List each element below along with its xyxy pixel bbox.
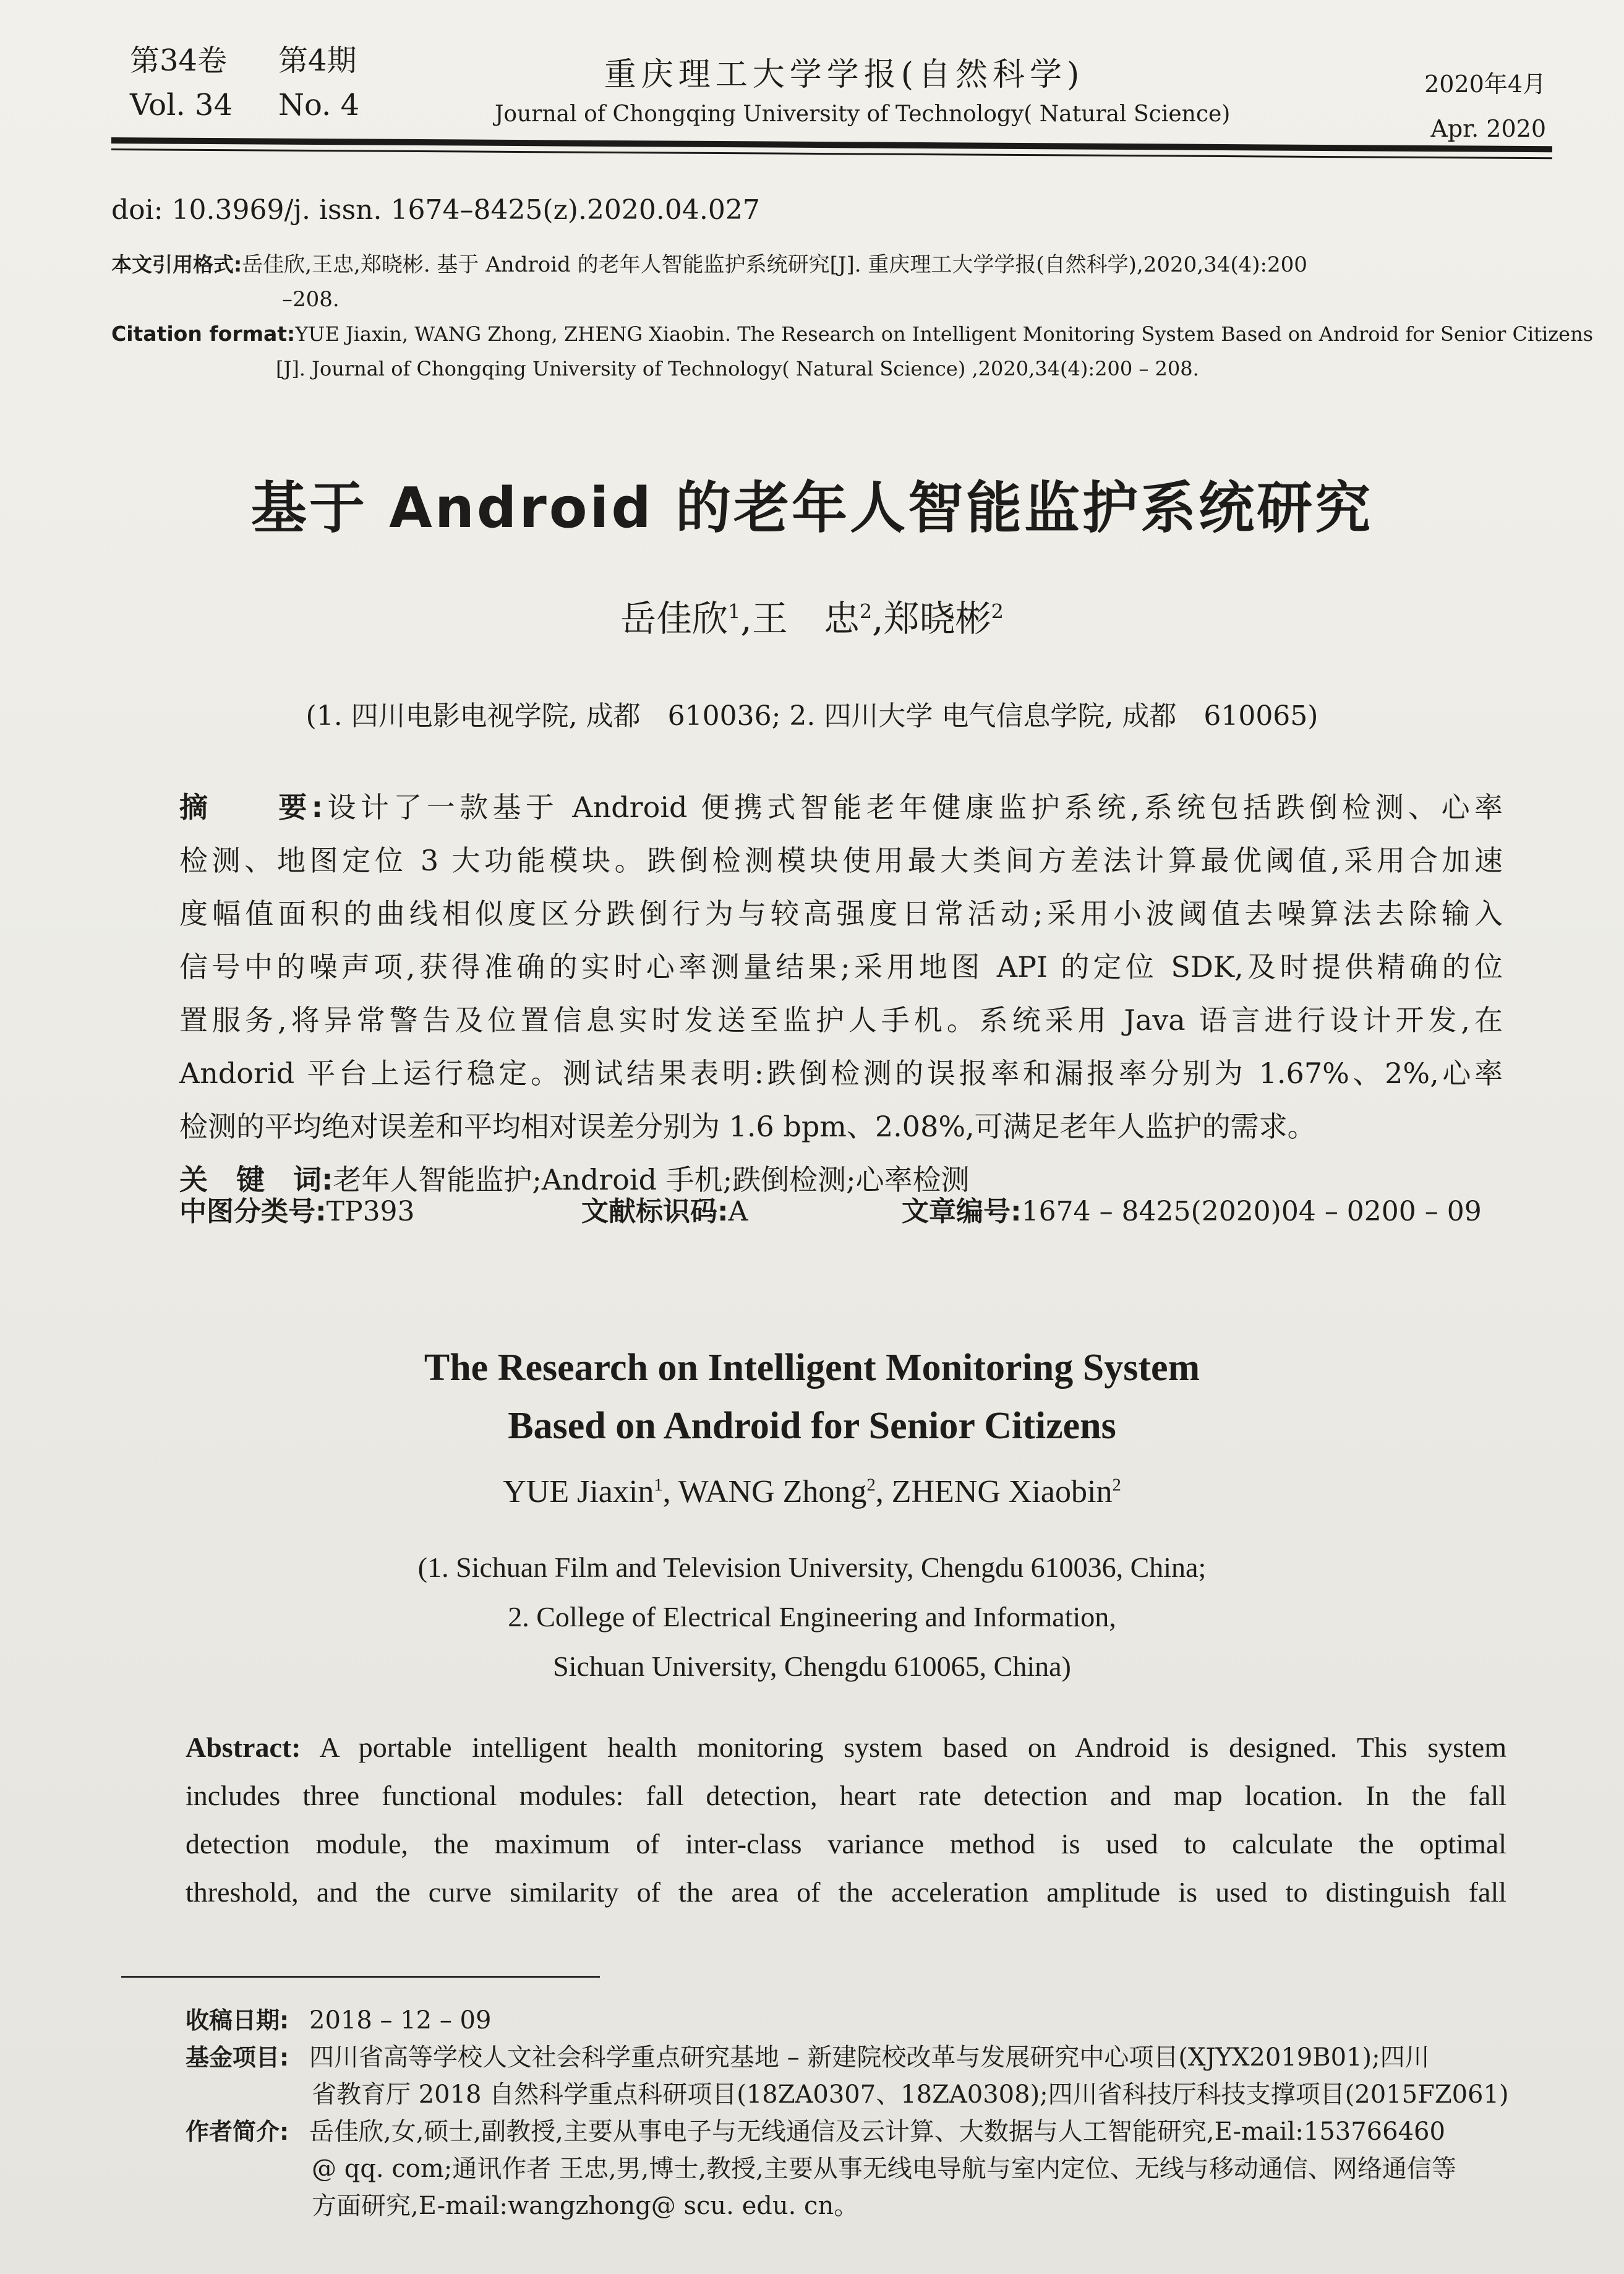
abstract-en-label: Abstract:: [186, 1731, 301, 1763]
author-bio: 作者简介: 岳佳欣,女,硕士,副教授,主要从事电子与无线通信及云计算、大数据与人工智能研究,E-mail:153766460: [186, 2117, 1445, 2146]
issue-en: No. 4: [278, 88, 360, 122]
citation-cn-label: 本文引用格式:: [111, 252, 242, 277]
citation-en-line1: Citation format:YUE Jiaxin, WANG Zhong, ZHENG Xiaobin. The Research on Intelligent Monitoring System Based on Android for Senior Citizens: [111, 322, 1594, 346]
issue-date-cn: 2020年4月: [1424, 71, 1546, 98]
abstract-en-line: detection module, the maximum of inter-class variance method is used to calculate the optimal: [186, 1828, 1506, 1860]
fund-project: 基金项目: 四川省高等学校人文社会科学重点研究基地 – 新建院校改革与发展研究中心项目(XJYX2019B01);四川: [186, 2043, 1430, 2072]
doi: doi: 10.3969/j. issn. 1674–8425(z).2020.04.027: [111, 194, 760, 226]
paper-title-en: [0, 1339, 1624, 1455]
abstract-en-line: threshold, and the curve similarity of the area of the acceleration amplitude is used to distinguish fall: [186, 1876, 1506, 1908]
abstract-cn-line: 度幅值面积的曲线相似度区分跌倒行为与较高强度日常活动;采用小波阈值去噪算法去除输入: [179, 897, 1503, 930]
volume-issue: [130, 38, 427, 127]
citation-en-label: Citation format:: [111, 322, 296, 346]
footnote-rule: [121, 1976, 600, 1978]
authors-cn: 岳佳欣$^1$,王 忠$^2$,郑晓彬$^2$: [620, 598, 1004, 640]
citation-en-line2: [J]. Journal of Chongqing University of Technology( Natural Science) ,2020,34(4):200 – 208.: [276, 357, 1199, 380]
fund-project-cont: 省教育厅 2018 自然科学重点科研项目(18ZA0307、18ZA0308);四川省科技厅科技支撑项目(2015FZ061): [312, 2080, 1509, 2109]
journal-name-en: Journal of Chongqing University of Technology( Natural Science): [495, 101, 1231, 127]
journal-name: [495, 53, 1231, 132]
issue-date-en: Apr. 2020: [1430, 115, 1546, 142]
volume-en: Vol. 34: [130, 88, 233, 122]
keywords-cn-value: 老年人智能监护;Android 手机;跌倒检测;心率检测: [333, 1163, 970, 1196]
abstract-en: [186, 1723, 1506, 1916]
abstract-en-line: Abstract: A portable intelligent health monitoring system based on Android is designed. This system: [186, 1731, 1506, 1763]
affiliation-en: (1. Sichuan Film and Television University, Chengdu 610036, China; 2. College of Electrical Engineering and Information, Sichuan University, Chengdu 610065, China): [417, 1551, 1207, 1682]
paper-title-en-line1: The Research on Intelligent Monitoring System: [424, 1347, 1200, 1389]
author-bio-cont: @ qq. com;通讯作者 王忠,男,博士,教授,主要从事无线电导航与室内定位、无线与移动通信、网络通信等: [312, 2155, 1456, 2183]
abstract-cn-line: 置服务,将异常警告及位置信息实时发送至监护人手机。系统采用 Java 语言进行设计开发,在: [179, 1003, 1503, 1037]
issue-date: [1391, 62, 1546, 151]
citation-cn-line1: 本文引用格式:岳佳欣,王忠,郑晓彬. 基于 Android 的老年人智能监护系统研究[J]. 重庆理工大学学报(自然科学),2020,34(4):200: [111, 252, 1307, 277]
abstract-cn-line: 检测的平均绝对误差和平均相对误差分别为 1.6 bpm、2.08%,可满足老年人监护的需求。: [179, 1110, 1316, 1143]
abstract-cn-line: Andorid 平台上运行稳定。测试结果表明:跌倒检测的误报率和漏报率分别为 1.67%、2%,心率: [179, 1057, 1503, 1090]
clc-number: 中图分类号:TP393: [179, 1196, 415, 1227]
abstract-cn-line: 信号中的噪声项,获得准确的实时心率测量结果;采用地图 API 的定位 SDK,及时提供精确的位: [179, 950, 1503, 984]
paper-title-en-line2: Based on Android for Senior Citizens: [508, 1405, 1116, 1447]
abstract-cn-label: 摘 要:: [179, 791, 323, 824]
affiliation-cn: (1. 四川电影电视学院, 成都 610036; 2. 四川大学 电气信息学院, 成都 610065): [306, 700, 1318, 732]
article-number: 文章编号:1674 – 8425(2020)04 – 0200 – 09: [902, 1196, 1482, 1227]
author-bio-cont: 方面研究,E-mail:wangzhong@ scu. edu. cn。: [312, 2192, 859, 2220]
abstract-cn: [179, 781, 1503, 1206]
citation-cn-line2: –208.: [282, 287, 340, 312]
authors-en: YUE Jiaxin$^1$, WANG Zhong$^2$, ZHENG Xiaobin$^2$: [503, 1474, 1121, 1509]
keywords-cn-label: 关 键 词:: [179, 1163, 333, 1196]
journal-name-cn: 重庆理工大学学报(自然科学): [604, 56, 1085, 93]
abstract-en-line: includes three functional modules: fall detection, heart rate detection and map location. In the fall: [186, 1780, 1506, 1811]
document-code: 文献标识码:A: [581, 1196, 748, 1227]
received-date: 收稿日期: 2018 – 12 – 09: [186, 2006, 492, 2035]
volume-cn: 第34卷: [130, 43, 228, 78]
paper-title-cn: 基于 Android 的老年人智能监护系统研究: [250, 476, 1374, 541]
footnotes: [186, 2002, 1571, 2225]
abstract-cn-line: 检测、地图定位 3 大功能模块。跌倒检测模块使用最大类间方差法计算最优阈值,采用合加速: [179, 844, 1503, 877]
issue-cn: 第4期: [278, 43, 357, 78]
abstract-cn-line: 摘 要:设计了一款基于 Android 便携式智能老年健康监护系统,系统包括跌倒检测、心率: [179, 791, 1503, 824]
